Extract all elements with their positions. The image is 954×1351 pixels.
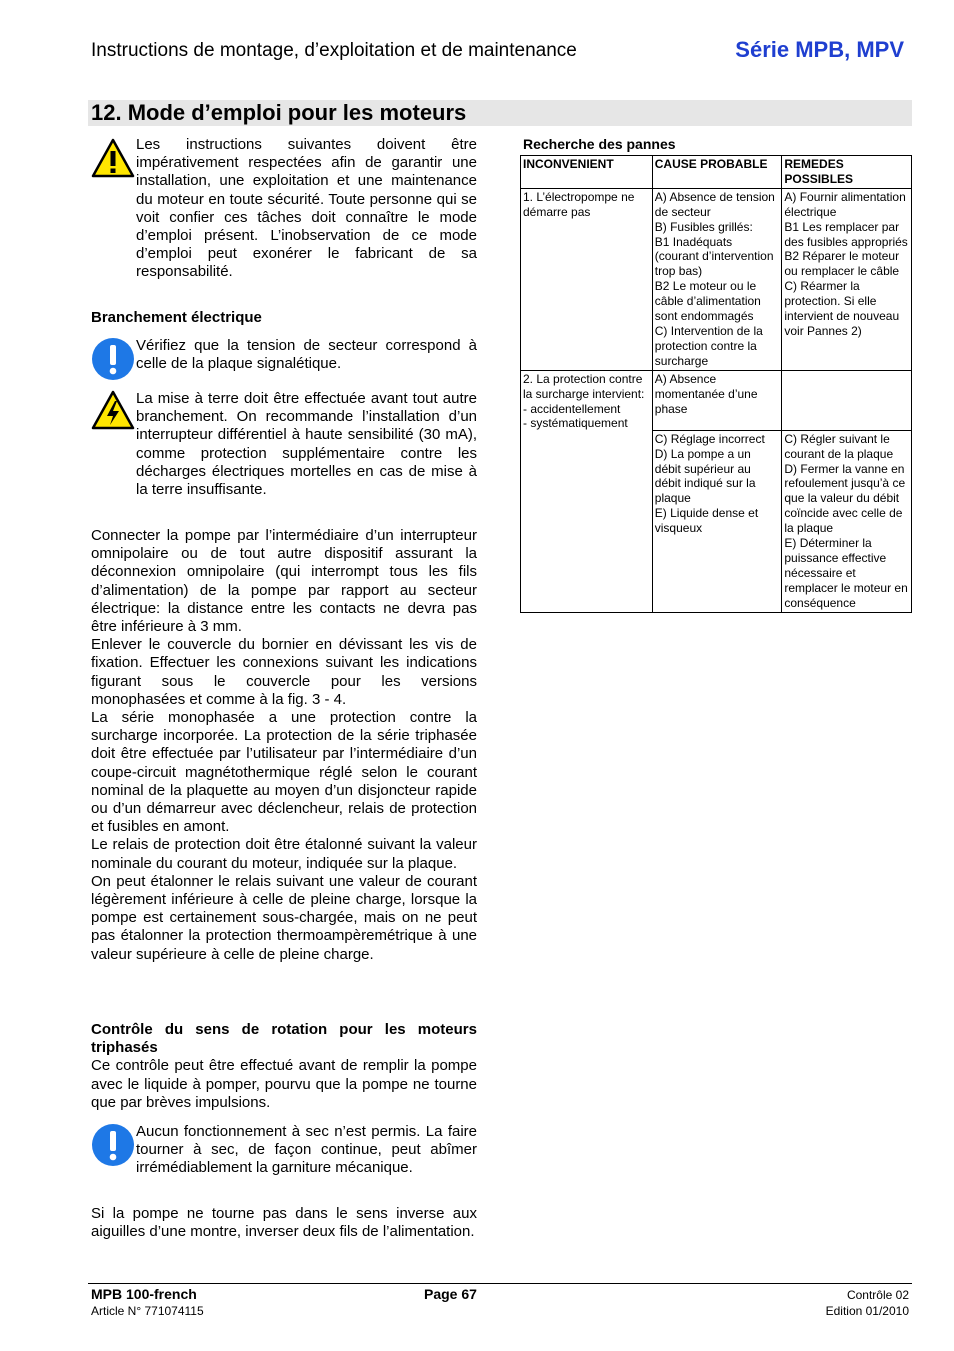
branchement-paragraph: Connecter la pompe par l’intermédiaire d’un interrupteur omnipolaire ou de tout autre dispositif assurant la déconnexion omnipolaire (qui interrompt tous les fils d’alimentation) de la pompe par rapport au secteur électrique: la distance entre les contacts ne devra pas être inférieure à 3 mm. (91, 527, 477, 636)
problem-cell: 1. L’électropompe ne démarre pas (521, 188, 653, 370)
earth-note-text: La mise à terre doit être effectuée avant tout autre branchement. On recommande l’installation d’un interrupteur différentiel à haute sensibilité (30 mA), comme protection supplémentaire contre les décharges électriques mortelles en cas de mise à la terre insuffisante. (136, 390, 477, 499)
warning-icon (91, 138, 135, 180)
table-row (521, 370, 912, 430)
footer-control: Contrôle 02 (846, 1288, 909, 1302)
voltage-note-text: Vérifiez que la tension de secteur correspond à celle de la plaque signalétique. (136, 337, 477, 373)
electric-hazard-icon (91, 390, 135, 432)
section-bar (88, 100, 912, 126)
problem-cell: 2. La protection contre la surcharge intervient: - accidentellement - systématiquement (521, 370, 653, 612)
branchement-body (91, 527, 477, 964)
dry-note-block (91, 1123, 477, 1198)
series-title: Série MPB, MPV (735, 37, 904, 62)
footer-page: Page 67 (424, 1286, 477, 1302)
intro-warning-block (91, 136, 477, 286)
section-title: 12. Mode d’emploi pour les moteurs (91, 100, 467, 125)
table-header-row (521, 156, 912, 189)
troubleshooting-caption: Recherche des pannes (523, 136, 676, 152)
header-cell: CAUSE PROBABLE (652, 156, 782, 189)
document-title: Instructions de montage, d’exploitation et de maintenance (91, 40, 577, 61)
cause-cell: C) Réglage incorrect D) La pompe a un débit supérieur au débit indiqué sur la plaque E) Liquide dense et visqueux (652, 430, 782, 612)
branchement-paragraph: On peut étalonner le relais suivant une valeur de courant légèrement inférieure à celle de pleine charge, lorsque la pompe est certainement sous-chargée, mais on ne peut pas étalonner la protection thermoampèremétrique à une valeur supérieure à celle de pleine charge. (91, 872, 477, 963)
remedy-cell: A) Fournir alimentation électrique B1 Les remplacer par des fusibles appropriés B2 Réparer le moteur ou remplacer le câble C) Réarmer la protection. Si elle intervient de nouveau voir Pannes 2) (782, 188, 912, 370)
info-exclamation-icon (91, 337, 135, 381)
dry-note-text: Aucun fonctionnement à sec n’est permis. La faire tourner à sec, de façon continue, peut abîmer irrémédiablement la garniture mécanique. (136, 1123, 477, 1177)
cause-cell: A) Absence momentanée d’une phase (652, 370, 782, 430)
branchement-paragraph: Le relais de protection doit être étalonné suivant la valeur nominale du courant du moteur, indiquée sur la plaque. (91, 836, 477, 872)
remedy-cell: C) Régler suivant le courant de la plaque D) Fermer la vanne en refoulement jusqu’à ce que la valeur du débit coïncide avec celle de la plaque E) Déterminer la puissance effective nécessaire et remplacer le moteur en conséquence (782, 430, 912, 612)
rotation-section (91, 1021, 477, 1112)
info-exclamation-icon (91, 1123, 135, 1167)
header-cell: INCONVENIENT (521, 156, 653, 189)
rotation-heading: Contrôle du sens de rotation pour les moteurs triphasés (91, 1021, 477, 1057)
footer-edition: Edition 01/2010 (825, 1304, 909, 1318)
header-cell: REMEDES POSSIBLES (782, 156, 912, 189)
remedy-cell (782, 370, 912, 430)
footer-divider (88, 1283, 912, 1284)
branchement-paragraph: La série monophasée a une protection contre la surcharge incorporée. La protection de la série triphasée doit être effectuée par l’utilisateur par l’intermédiaire d’un coupe-circuit magnétothermique réglé selon le courant nominal de la plaquette au moyen d’un disjoncteur rapide ou d’un démarreur avec déclencheur, relais de protection et fusibles en amont. (91, 709, 477, 836)
intro-warning-text: Les instructions suivantes doivent être impérativement respectées afin de garantir une installation, une exploitation et une maintenance du moteur en toute sécurité. Toute personne qui se voit confier ces tâches doit connaître le mode d’emploi présent. L’inobservation de ce mode d’emploi peut exonérer le fabricant de sa responsabilité. (136, 136, 477, 281)
footer-article: Article N° 771074115 (91, 1304, 204, 1318)
branchement-heading: Branchement électrique (91, 309, 262, 326)
rotation-body: Ce contrôle peut être effectué avant de remplir la pompe avec le liquide à pomper, pourvu que la pompe ne tourne que par brèves impulsions. (91, 1057, 477, 1111)
troubleshooting-table (520, 155, 912, 613)
earth-note-block (91, 390, 477, 520)
voltage-note-block (91, 337, 477, 377)
cause-cell: A) Absence de tension de secteur B) Fusibles grillés: B1 Inadéquats (courant d’intervention trop bas) B2 Le moteur ou le câble d’alimentation sont endommagés C) Intervention de la protection contre la surcharge (652, 188, 782, 370)
table-row (521, 188, 912, 370)
rotation-final: Si la pompe ne tourne pas dans le sens inverse aux aiguilles d’une montre, inverser deux fils de l’alimentation. (91, 1205, 477, 1241)
branchement-paragraph: Enlever le couvercle du bornier en dévissant les vis de fixation. Effectuer les connexions suivant les indications figurant sous le couvercle pour les versions monophasées et comme à la fig. 3 - 4. (91, 636, 477, 708)
footer-doc: MPB 100-french (91, 1286, 197, 1302)
